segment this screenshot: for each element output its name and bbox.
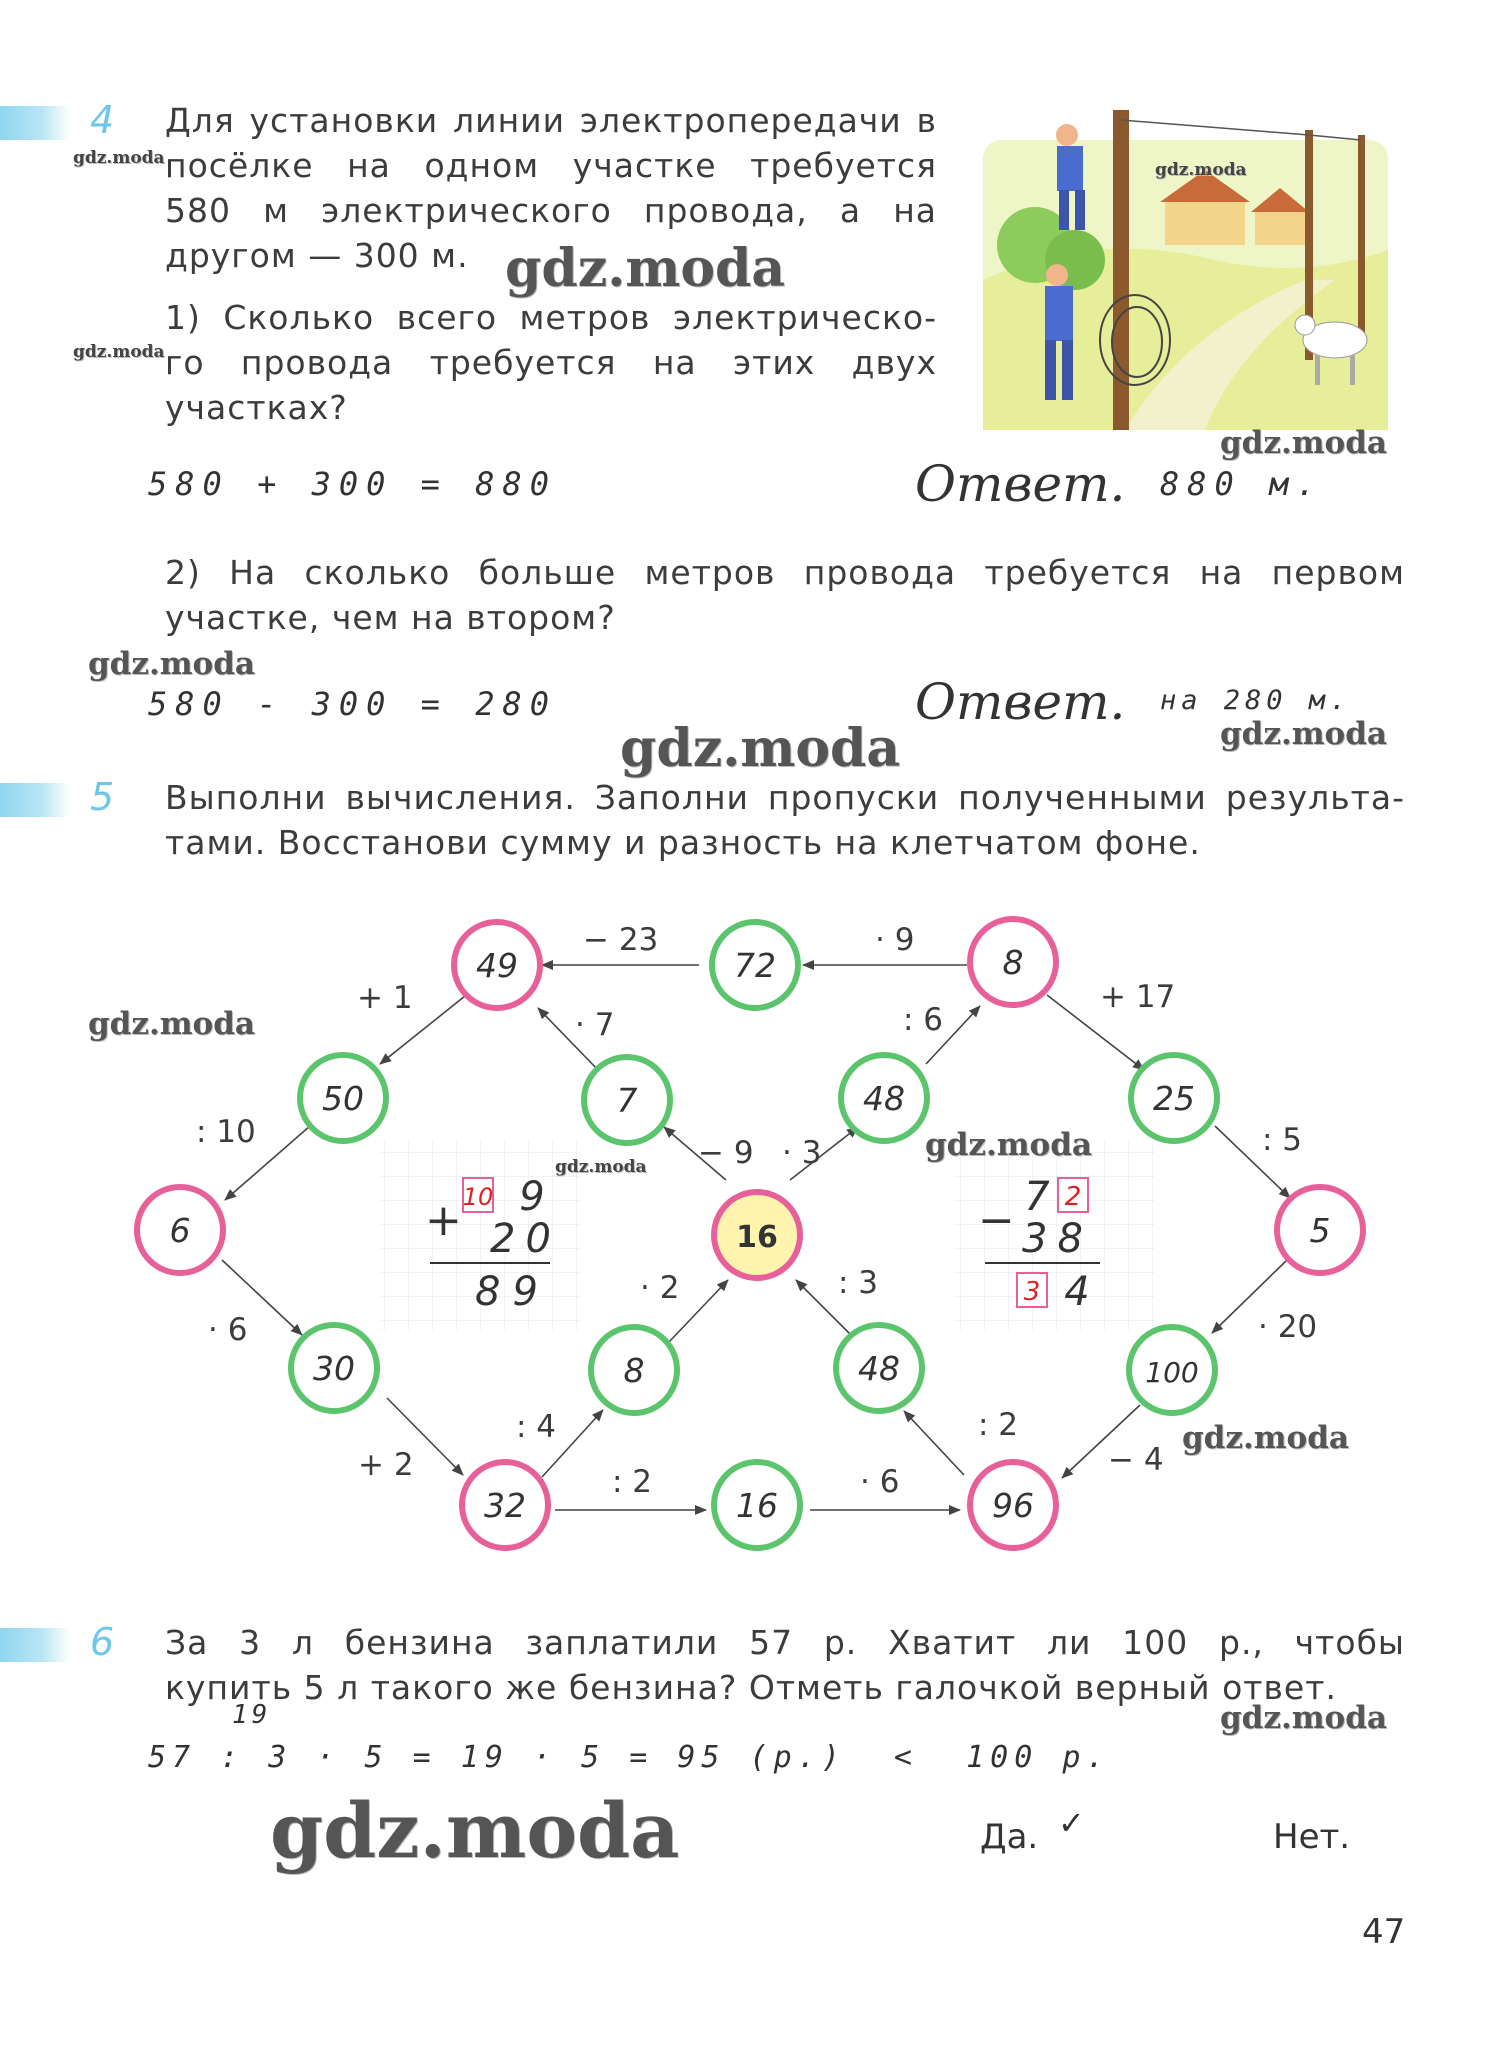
difference-row: 4 (1064, 1269, 1090, 1315)
question-text-line: 2) На сколько больше метров провода требуется на первом (165, 553, 1405, 592)
operation-label: + 17 (1100, 979, 1176, 1015)
node-value: 25 (1153, 1079, 1195, 1118)
operation-label: + 2 (358, 1447, 414, 1483)
operation-label: · 6 (208, 1312, 248, 1348)
node-value: 96 (992, 1486, 1034, 1525)
operation-label: : 2 (978, 1407, 1019, 1443)
operation-label: · 9 (875, 922, 915, 958)
watermark: gdz.moda (88, 646, 255, 682)
operation-label: − 9 (698, 1135, 754, 1171)
question-text-line: участках? (165, 388, 348, 427)
task-text-line: купить 5 л такого же бензина? Отметь галочкой верный ответ. (165, 1668, 1337, 1707)
watermark: gdz.moda (505, 238, 786, 299)
operation-label: : 3 (838, 1265, 879, 1301)
node-value: 16 (736, 1486, 778, 1525)
task-marker-band (0, 1628, 70, 1662)
node-value: 5 (1309, 1211, 1331, 1250)
operation-label: · 7 (575, 1007, 615, 1043)
task-text-line: тами. Восстанови сумму и разность на клетчатом фоне. (165, 823, 1201, 862)
node-value: 30 (313, 1349, 355, 1388)
page-number: 47 (1362, 1912, 1406, 1952)
operation-label: · 6 (860, 1464, 900, 1500)
computation-chain-diagram (0, 880, 1510, 1580)
node-value: 48 (858, 1349, 900, 1388)
watermark: gdz.moda (1220, 425, 1387, 461)
task-text-line: Для установки линии электропередачи в (165, 101, 937, 140)
filled-digits: 10 (462, 1183, 494, 1211)
task-text-line: 580 м электрического провода, а на (165, 191, 937, 230)
arrow-96-to-48 (904, 1411, 964, 1475)
operation-label: · 3 (782, 1135, 822, 1171)
watermark: gdz.moda (73, 342, 165, 362)
operation-label: : 4 (516, 1409, 557, 1445)
node-value: 8 (1002, 943, 1024, 982)
node-value: 50 (322, 1079, 364, 1118)
watermark: gdz.moda (270, 1786, 680, 1875)
watermark: gdz.moda (88, 1006, 255, 1042)
operation-label: : 2 (612, 1464, 653, 1500)
answer-value: на 280 м. (1160, 685, 1352, 716)
watermark: gdz.moda (555, 1157, 647, 1177)
task-text-line: За 3 л бензина заплатили 57 р. Хватит ли 100 р., чтобы (165, 1623, 1405, 1662)
solution-expression: 57 : 3 · 5 = 19 · 5 = 95 (р.) < 100 р. (148, 1740, 1111, 1775)
operation-label: · 20 (1258, 1309, 1318, 1345)
question-text-line: 1) Сколько всего метров электрическо- (165, 298, 937, 337)
minus-sign: − (978, 1195, 1015, 1246)
task-marker-band (0, 783, 70, 817)
sum-row: 20 (490, 1216, 561, 1262)
node-value: 32 (484, 1486, 526, 1525)
solution-expression: 580 + 300 = 880 (148, 465, 557, 503)
task-marker-band (0, 106, 70, 140)
question-text-line: го провода требуется на этих двух (165, 343, 937, 382)
filled-digit: 3 (1023, 1277, 1041, 1307)
operation-label: + 1 (357, 980, 413, 1016)
question-text-line: участке, чем на втором? (165, 598, 616, 637)
watermark: gdz.moda (1182, 1420, 1349, 1456)
solution-expression: 580 - 300 = 280 (148, 685, 557, 723)
task-text-line: Выполни вычисления. Заполни пропуски полученными результа- (165, 778, 1405, 817)
task-number: 6 (90, 1620, 115, 1664)
operation-label: : 6 (903, 1002, 944, 1038)
watermark: gdz.moda (620, 718, 901, 779)
difference-row: 38 (1022, 1216, 1093, 1262)
sum-row: 9 (519, 1174, 545, 1220)
task-number: 5 (90, 775, 115, 819)
node-value: 8 (623, 1351, 645, 1390)
filled-digit: 2 (1064, 1182, 1082, 1212)
watermark: gdz.moda (1220, 1700, 1387, 1736)
operation-label: − 23 (583, 922, 659, 958)
node-value: 72 (734, 946, 776, 985)
node-value-center: 16 (736, 1220, 778, 1255)
node-value: 49 (476, 946, 518, 985)
yes-option-label: Да. (980, 1817, 1039, 1857)
plus-sign: + (425, 1195, 462, 1246)
answer-value: 880 м. (1160, 465, 1324, 503)
node-value: 6 (169, 1211, 191, 1250)
answer-label: Ответ. (915, 455, 1126, 513)
task-text-line: другом — 300 м. (165, 236, 469, 275)
watermark: gdz.moda (1220, 716, 1387, 752)
watermark: gdz.moda (925, 1127, 1092, 1163)
watermark: gdz.moda (1155, 160, 1247, 180)
node-value: 100 (1145, 1356, 1199, 1389)
operation-label: · 2 (640, 1270, 680, 1306)
operation-label: : 5 (1262, 1122, 1303, 1158)
no-option-label: Нет. (1273, 1817, 1351, 1857)
operation-label: − 4 (1108, 1442, 1164, 1478)
task-text-line: посёлке на одном участке требуется (165, 146, 937, 185)
node-value: 48 (863, 1079, 905, 1118)
node-value: 7 (616, 1081, 638, 1120)
answer-label: Ответ. (915, 673, 1126, 731)
checkmark-icon: ✓ (1058, 1804, 1085, 1842)
operation-label: : 10 (196, 1114, 256, 1150)
difference-row: 7 (1024, 1174, 1050, 1220)
task-number: 4 (90, 98, 115, 142)
intermediate-result: 19 (232, 1700, 272, 1730)
watermark: gdz.moda (73, 148, 165, 168)
sum-row: 89 (475, 1269, 550, 1315)
